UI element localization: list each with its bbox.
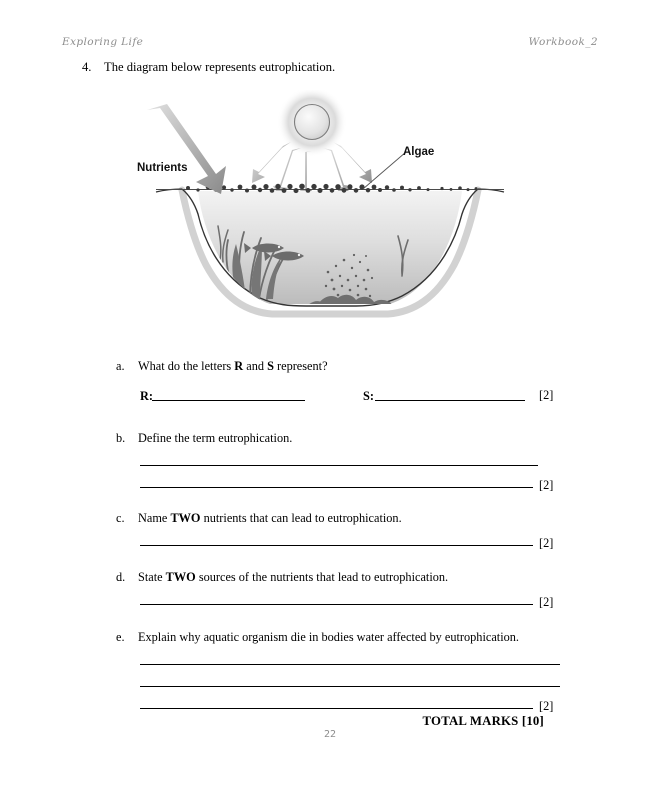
- sun-with-glow: [277, 90, 347, 157]
- eutrophication-diagram: [120, 90, 540, 340]
- sub-question-e-text: Explain why aquatic organism die in bodies water affected by eutrophication.: [138, 630, 519, 644]
- marks-e: [2]: [539, 699, 554, 713]
- answer-prefix-s: S:: [363, 389, 374, 403]
- sub-question-d: [116, 570, 448, 585]
- running-head-right: Workbook_2: [528, 36, 598, 48]
- running-head-left: Exploring Life: [62, 36, 144, 48]
- running-head: [62, 36, 598, 52]
- answer-line-b-2[interactable]: [140, 487, 533, 488]
- total-marks: TOTAL MARKS [10]: [422, 714, 544, 728]
- sub-question-a-text: What do the letters R and S represent?: [138, 359, 328, 373]
- answer-line-e-3[interactable]: [140, 708, 533, 709]
- algae-label: Algae: [403, 146, 435, 158]
- pond-basin: [156, 189, 504, 314]
- sub-question-e: [116, 630, 519, 645]
- nutrients-label: Nutrients: [137, 162, 188, 174]
- sub-question-b-letter: b.: [116, 431, 126, 445]
- sub-question-c-letter: c.: [116, 511, 125, 525]
- marks-c: [2]: [539, 536, 554, 550]
- answer-line-c-1[interactable]: [140, 545, 533, 546]
- nutrient-inflow-arrow: [147, 104, 226, 194]
- sub-question-a: [116, 359, 328, 374]
- answer-line-e-2[interactable]: [140, 686, 560, 687]
- sub-question-a-letter: a.: [116, 359, 125, 373]
- sub-question-b: [116, 431, 292, 446]
- sub-question-d-text: State TWO sources of the nutrients that lead to eutrophication.: [138, 570, 449, 584]
- sub-question-c-text: Name TWO nutrients that can lead to eutrophication.: [138, 511, 402, 525]
- marks-d: [2]: [539, 595, 554, 609]
- answer-line-d-1[interactable]: [140, 604, 533, 605]
- page-number: 22: [323, 729, 337, 740]
- question-stem: [82, 60, 335, 75]
- marks-a: [2]: [539, 388, 554, 402]
- question-number: 4.: [82, 60, 92, 74]
- sub-question-c: [116, 511, 402, 526]
- answer-line-e-1[interactable]: [140, 664, 560, 665]
- marks-b: [2]: [539, 478, 554, 492]
- answer-prefix-r: R:: [140, 389, 153, 403]
- sub-question-b-text: Define the term eutrophication.: [138, 431, 293, 445]
- answer-line-b-1[interactable]: [140, 465, 538, 466]
- answer-line-a-s[interactable]: [375, 400, 525, 401]
- diagram-svg: [120, 90, 540, 340]
- sub-question-d-letter: d.: [116, 570, 126, 584]
- sub-question-e-letter: e.: [116, 630, 125, 644]
- answer-line-a-r[interactable]: [152, 400, 305, 401]
- question-stem-text: The diagram below represents eutrophication.: [104, 60, 336, 74]
